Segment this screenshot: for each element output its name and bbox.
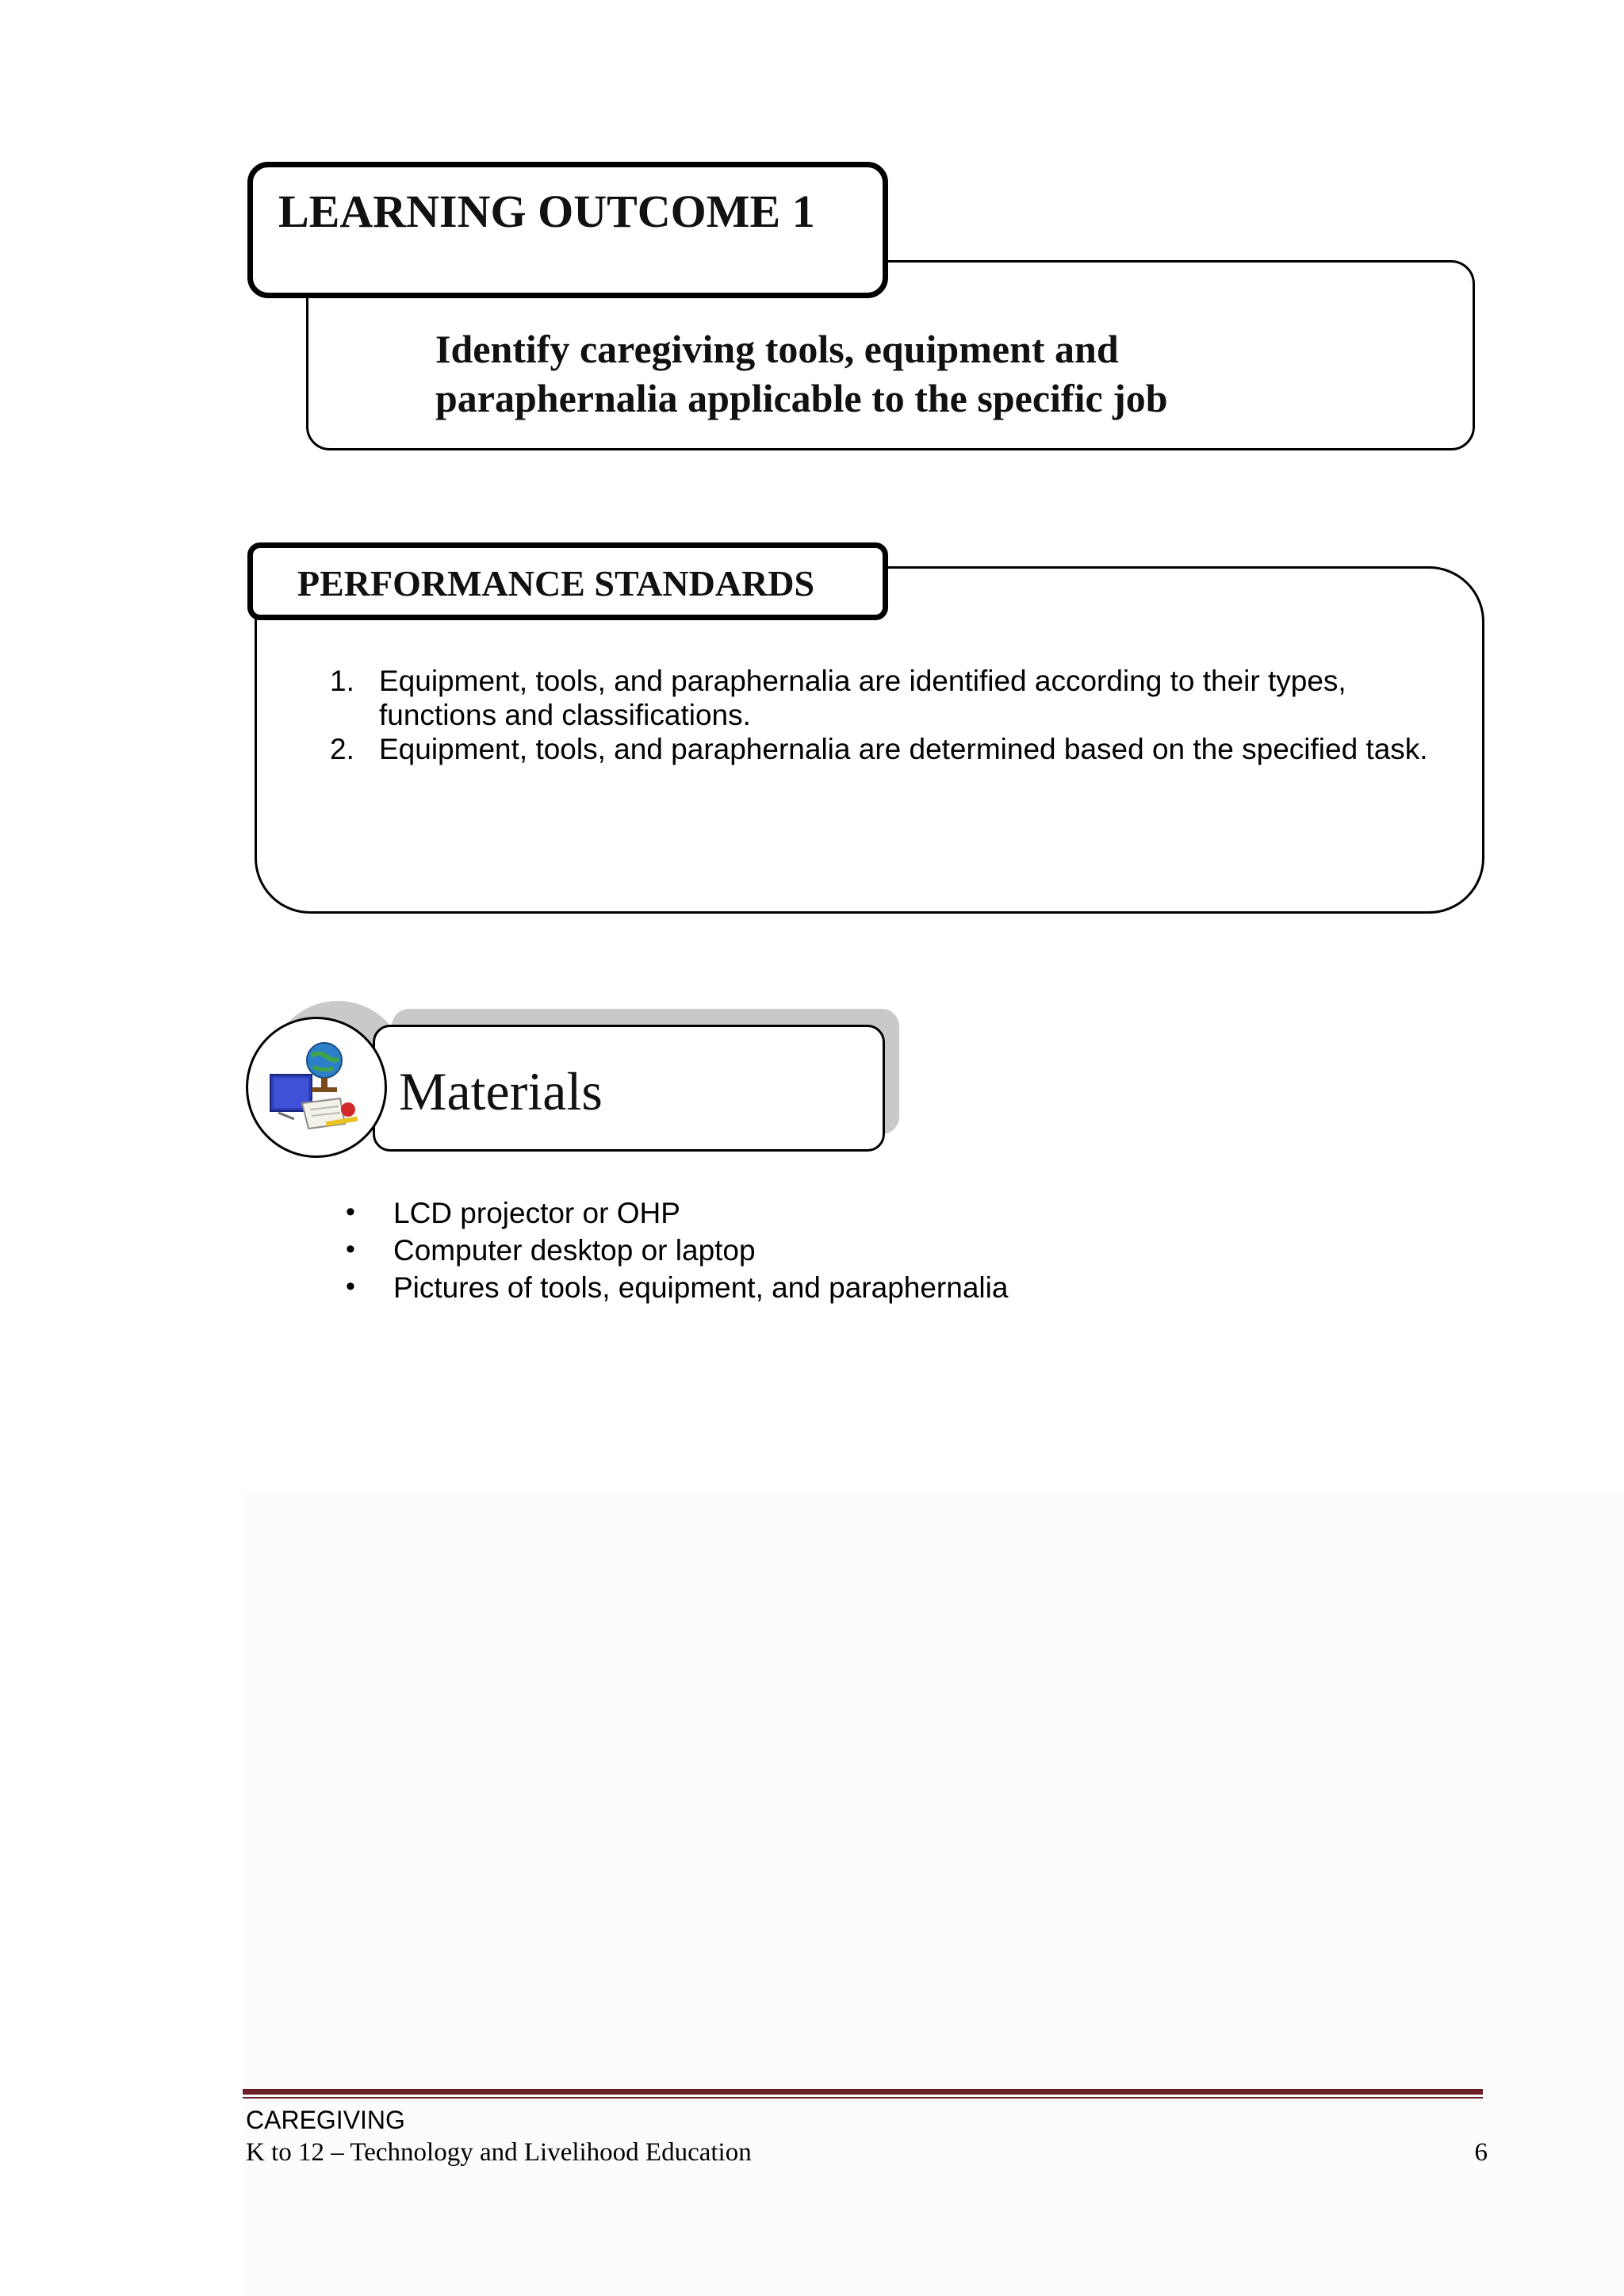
footer-rule bbox=[243, 2089, 1483, 2099]
list-number: 2. bbox=[330, 733, 354, 765]
list-item-text: Pictures of tools, equipment, and paraphernalia bbox=[393, 1271, 1009, 1304]
performance-standards-title-box bbox=[247, 542, 888, 620]
materials-clipart-icon bbox=[262, 1037, 373, 1140]
footer-rule-thin bbox=[243, 2097, 1483, 2099]
page-shade bbox=[243, 1491, 1624, 2296]
page-number: 6 bbox=[1474, 2138, 1488, 2167]
list-item bbox=[341, 1232, 1293, 1269]
materials-icon-circle bbox=[246, 1017, 387, 1158]
list-item-text: Computer desktop or laptop bbox=[393, 1234, 756, 1267]
list-item-line: Equipment, tools, and paraphernalia are determined based on the specified task. bbox=[379, 733, 1428, 765]
learning-outcome-title-box bbox=[247, 162, 888, 298]
learning-outcome-title: LEARNING OUTCOME 1 bbox=[278, 186, 815, 237]
bullet: • bbox=[346, 1234, 355, 1264]
learning-outcome-line-1: Identify caregiving tools, equipment and bbox=[435, 327, 1119, 371]
materials-title: Materials bbox=[399, 1061, 603, 1121]
learning-outcome-text bbox=[435, 324, 1427, 423]
performance-standards-title: PERFORMANCE STANDARDS bbox=[297, 563, 815, 604]
bullet: • bbox=[346, 1197, 355, 1227]
materials-list bbox=[341, 1194, 1293, 1306]
materials-title-box bbox=[373, 1025, 885, 1152]
list-item-line: Equipment, tools, and paraphernalia are identified according to their types, bbox=[379, 665, 1346, 697]
footer-rule-thick bbox=[243, 2089, 1483, 2095]
footer-course: K to 12 – Technology and Livelihood Education bbox=[246, 2138, 752, 2167]
list-number: 1. bbox=[330, 665, 354, 697]
learning-outcome-line-2: paraphernalia applicable to the specific job bbox=[435, 376, 1168, 420]
list-item-text: LCD projector or OHP bbox=[393, 1197, 680, 1229]
list-item bbox=[341, 1269, 1293, 1306]
bullet: • bbox=[346, 1271, 355, 1301]
performance-standards-list bbox=[293, 664, 1467, 766]
list-item bbox=[341, 1194, 1293, 1232]
list-item bbox=[293, 732, 1467, 766]
footer-subject: CAREGIVING bbox=[246, 2106, 405, 2134]
list-item-line: functions and classifications. bbox=[379, 699, 751, 731]
list-item bbox=[293, 664, 1467, 732]
